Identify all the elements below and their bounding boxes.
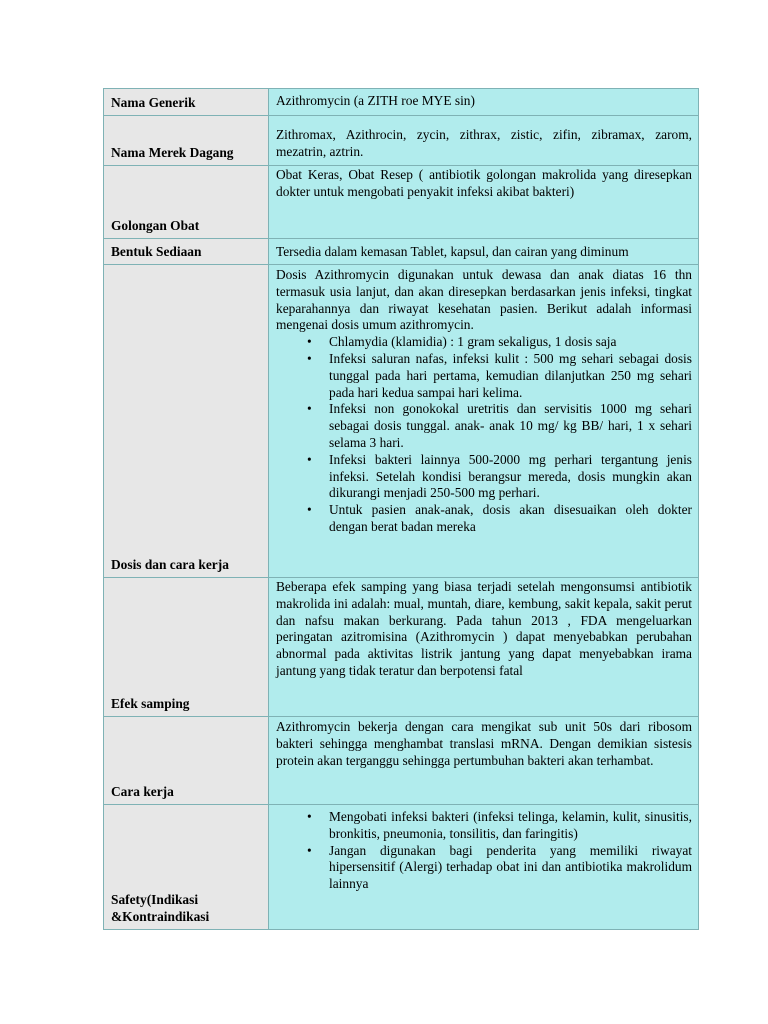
label-efek-samping: Efek samping	[104, 578, 269, 717]
row-dosis	[104, 265, 699, 578]
label-safety	[104, 805, 269, 930]
bullet-icon: •	[307, 451, 312, 467]
row-safety	[104, 805, 699, 930]
row-efek-samping	[104, 578, 699, 717]
list-item	[307, 401, 692, 451]
value-nama-generik: Azithromycin (a ZITH roe MYE sin)	[269, 89, 699, 116]
value-bentuk-sediaan	[269, 239, 699, 265]
value-safety	[269, 805, 699, 930]
bullet-text: Untuk pasien anak-anak, dosis akan disesuaikan oleh dokter dengan berat badan mereka	[329, 502, 692, 534]
list-item	[307, 350, 692, 401]
bentuk-sediaan-text: Tersedia dalam kemasan Tablet, kapsul, dan cairan yang diminum	[276, 244, 629, 260]
bullet-text: Infeksi saluran nafas, infeksi kulit : 500 mg sehari sebagai dosis tunggal pada hari pertama, kemudian dilanjutkan 250 mg sehari pada hari kedua sampai hari kelima.	[329, 350, 692, 400]
row-nama-generik	[104, 89, 699, 116]
bullet-icon: •	[307, 809, 312, 824]
dosis-intro-text: Dosis Azithromycin digunakan untuk dewasa dan anak diatas 16 thn termasuk usia lanjut, dan akan diresepkan berdasarkan jenis infeksi, tingkat keparahannya dan riwayat kesehatan pasien. Berikut adalah informasi mengenai dosis umum azithromycin.	[276, 267, 692, 333]
list-item	[307, 334, 692, 351]
bullet-text: Jangan digunakan bagi penderita yang memiliki riwayat hipersensitif (Alergi) terhadap obat ini dan antibiotika makrolidum lainnya	[329, 842, 692, 892]
drug-info-table	[103, 88, 699, 930]
label-cara-kerja: Cara kerja	[104, 717, 269, 805]
bullet-icon: •	[307, 502, 312, 518]
label-nama-generik: Nama Generik	[104, 89, 269, 116]
safety-label-line-2: &Kontraindikasi	[111, 909, 210, 925]
value-efek-samping	[269, 578, 699, 717]
bullet-icon: •	[307, 334, 312, 350]
merek-dagang-text: Zithromax, Azithrocin, zycin, zithrax, zistic, zifin, zibramax, zarom, mezatrin, aztrin.	[276, 127, 692, 159]
list-item	[307, 502, 692, 536]
row-golongan-obat	[104, 166, 699, 239]
row-bentuk-sediaan	[104, 239, 699, 265]
cara-kerja-text: Azithromycin bekerja dengan cara mengikat sub unit 50s dari ribosom bakteri sehingga menghambat translasi mRNA. Dengan demikian sistesis protein akan terganggu sehingga pertumbuhan bakteri akan terhambat.	[276, 719, 692, 768]
label-bentuk-sediaan: Bentuk Sediaan	[104, 239, 269, 265]
value-golongan-obat	[269, 166, 699, 239]
value-cara-kerja	[269, 717, 699, 805]
bullet-text: Mengobati infeksi bakteri (infeksi telinga, kelamin, kulit, sinusitis, bronkitis, pneumonia, tonsilitis, dan faringitis)	[329, 809, 692, 841]
value-nama-merek-dagang	[269, 116, 699, 166]
bullet-icon: •	[307, 350, 312, 366]
list-item	[307, 451, 692, 502]
row-nama-merek-dagang	[104, 116, 699, 166]
bullet-text: Infeksi non gonokokal uretritis dan servisitis 1000 mg sehari sebagai dosis tunggal. anak- anak 10 mg/ kg BB/ hari, 1 x sehari selama 3 hari.	[329, 401, 692, 450]
safety-bullet-list	[276, 809, 692, 893]
bullet-icon: •	[307, 401, 312, 417]
efek-samping-text: Beberapa efek samping yang biasa terjadi setelah mengonsumsi antibiotik makrolida ini adalah: mual, muntah, diare, kembung, sakit kepala, sakit perut dan nafsu makan berkurang. Pada tahun 2013 , FDA mengeluarkan peringatan azitromisina (Azithromycin ) dapat menyebabkan perubahan abnormal pada aktivitas listrik jantung yang dapat menyebabkan irama jantung yang tidak teratur dan berpotensi fatal	[276, 579, 692, 678]
value-dosis	[269, 265, 699, 578]
bullet-text: Infeksi bakteri lainnya 500-2000 mg perhari tergantung jenis infeksi. Setelah kondisi berangsur mereda, dosis mungkin akan dikurangi menjadi 250-500 mg perhari.	[329, 451, 692, 501]
safety-label-line-1: Safety(Indikasi	[111, 892, 199, 908]
golongan-obat-text: Obat Keras, Obat Resep ( antibiotik golongan makrolida yang diresepkan dokter untuk mengobati penyakit infeksi akibat bakteri)	[276, 167, 692, 199]
dosis-bullet-list	[276, 334, 692, 536]
row-cara-kerja	[104, 717, 699, 805]
label-nama-merek-dagang: Nama Merek Dagang	[104, 116, 269, 166]
bullet-icon: •	[307, 842, 312, 858]
label-golongan-obat: Golongan Obat	[104, 166, 269, 239]
label-dosis: Dosis dan cara kerja	[104, 265, 269, 578]
list-item	[307, 809, 692, 843]
list-item	[307, 842, 692, 893]
bullet-text: Chlamydia (klamidia) : 1 gram sekaligus, 1 dosis saja	[329, 334, 617, 350]
